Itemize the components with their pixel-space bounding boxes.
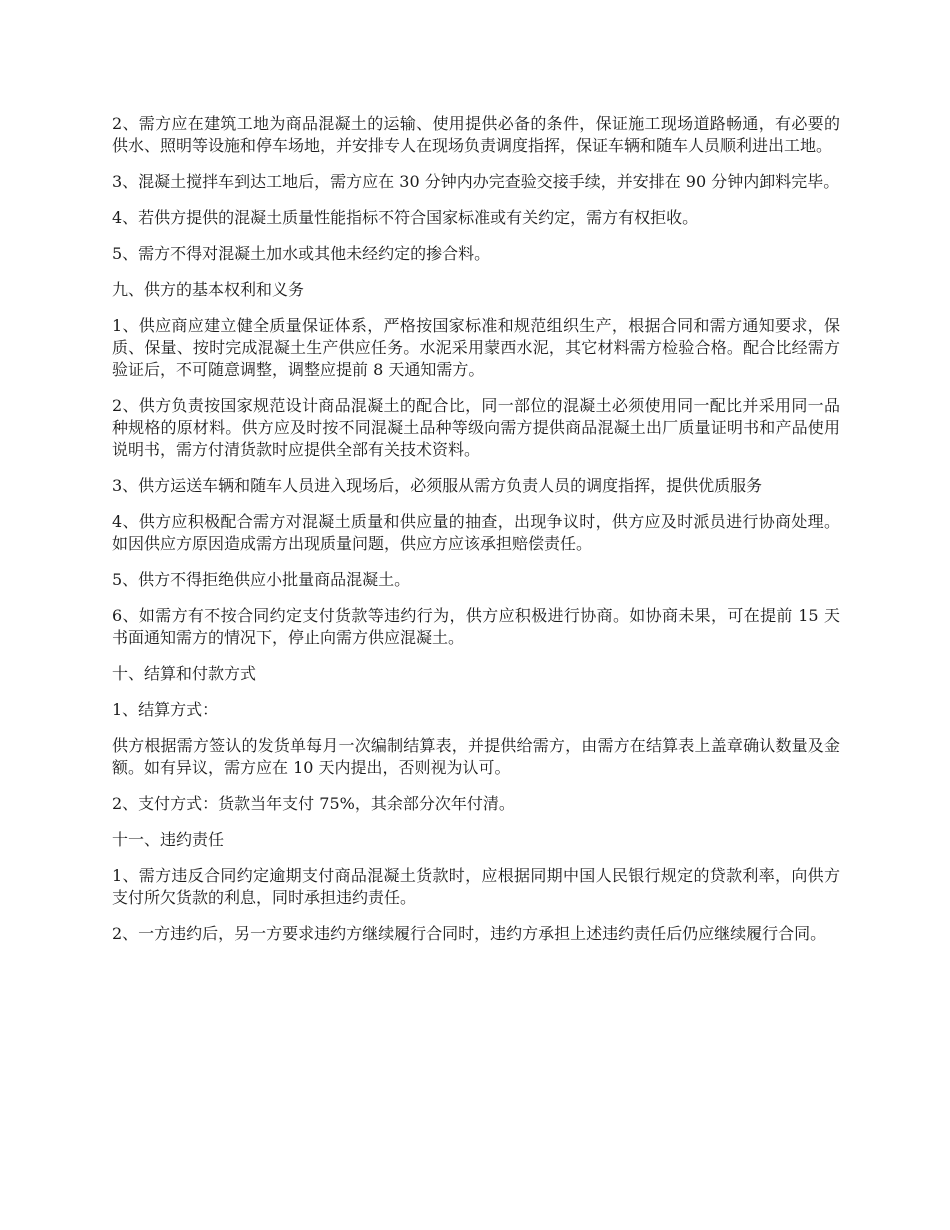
section-heading-supplier-rights: 九、供方的基本权利和义务 xyxy=(112,280,305,299)
section-heading-settlement: 十、结算和付款方式 xyxy=(112,664,257,683)
paragraph-supplier-mix-design: 2、供方负责按国家规范设计商品混凝土的配合比，同一部位的混凝土必须使用同一配比并采用同一品种规格的原材料。供方应及时按不同混凝土品种等级向需方提供商品混凝土出厂质量证明书和产品使用说明书，需方付清货款时应提供全部有关技术资料。 xyxy=(112,396,840,459)
paragraph-liability-continue-contract: 2、一方违约后，另一方要求违约方继续履行合同时，违约方承担上述违约责任后仍应继续履行合同。 xyxy=(112,924,827,943)
paragraph-buyer-site-conditions: 2、需方应在建筑工地为商品混凝土的运输、使用提供必备的条件，保证施工现场道路畅通，有必要的供水、照明等设施和停车场地，并安排专人在现场负责调度指挥，保证车辆和随车人员顺利进出工地。 xyxy=(112,114,840,155)
paragraph-supplier-small-batch: 5、供方不得拒绝供应小批量商品混凝土。 xyxy=(112,570,411,589)
paragraph-supplier-site-obedience: 3、供方运送车辆和随车人员进入现场后，必须服从需方负责人员的调度指挥，提供优质服务 xyxy=(112,476,763,495)
paragraph-buyer-unloading-time: 3、混凝土搅拌车到达工地后，需方应在 30 分钟内办完查验交接手续，并安排在 90 分钟内卸料完毕。 xyxy=(112,172,840,191)
paragraph-liability-late-payment: 1、需方违反合同约定逾期支付商品混凝土货款时，应根据同期中国人民银行规定的贷款利率，向供方支付所欠货款的利息，同时承担违约责任。 xyxy=(112,866,840,907)
section-heading-liability: 十一、违约责任 xyxy=(112,830,225,849)
paragraph-supplier-stop-supply: 6、如需方有不按合同约定支付货款等违约行为，供方应积极进行协商。如协商未果，可在提前 15 天书面通知需方的情况下，停止向需方供应混凝土。 xyxy=(112,606,840,647)
paragraph-buyer-no-water: 5、需方不得对混凝土加水或其他未经约定的掺合料。 xyxy=(112,244,491,263)
document-body xyxy=(112,113,840,959)
paragraph-payment-method: 2、支付方式：货款当年支付 75%，其余部分次年付清。 xyxy=(112,794,515,813)
paragraph-settlement-method-detail: 供方根据需方签认的发货单每月一次编制结算表，并提供给需方，由需方在结算表上盖章确认数量及金额。如有异议，需方应在 10 天内提出，否则视为认可。 xyxy=(112,736,840,777)
paragraph-supplier-inspection: 4、供方应积极配合需方对混凝土质量和供应量的抽查，出现争议时，供方应及时派员进行协商处理。如因供应方原因造成需方出现质量问题，供应方应该承担赔偿责任。 xyxy=(112,512,840,553)
paragraph-settlement-method-label: 1、结算方式： xyxy=(112,700,219,719)
paragraph-supplier-quality-system: 1、供应商应建立健全质量保证体系，严格按国家标准和规范组织生产，根据合同和需方通知要求，保质、保量、按时完成混凝土生产供应任务。水泥采用蒙西水泥，其它材料需方检验合格。配合比经需方验证后，不可随意调整，调整应提前 8 天通知需方。 xyxy=(112,316,840,379)
paragraph-buyer-right-to-reject: 4、若供方提供的混凝土质量性能指标不符合国家标准或有关约定，需方有权拒收。 xyxy=(112,208,699,227)
